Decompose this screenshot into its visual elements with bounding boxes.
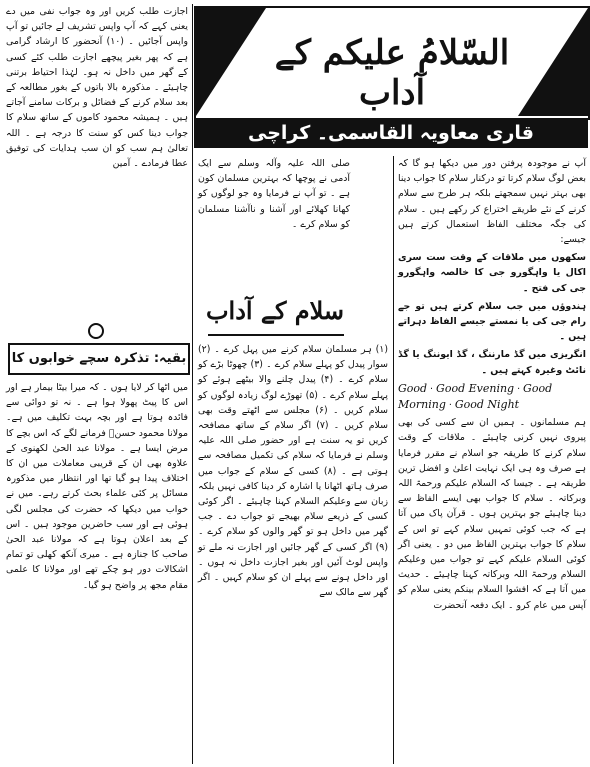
list-item: ہندوؤں میں جب سلام کرتے ہیں تو جے رام جی کی یا نمستے جیسے الفاظ دہراتے ہیں ۔: [398, 300, 586, 343]
middle-column-top-text: صلی اللہ علیہ وآلہ وسلم سے ایک آدمی نے پوچھا کہ بہترین مسلمان کون ہے ۔ تو آپ نے فرمایا وہ جو لوگوں کو کھانا کھلائے اور آشنا و ناآشنا مسلمان کو سلام کرے ۔: [198, 158, 350, 230]
title-banner: [194, 0, 588, 150]
greeting-good: Good: [398, 381, 428, 395]
column-rule-left: [192, 4, 193, 764]
greeting-night: Good Night: [454, 398, 520, 412]
middle-column-bottom-text: (۱) ہر مسلمان سلام کرنے میں پہل کرے ۔ (۲) سوار پیدل کو پہلے سلام کرے ۔ (۳) چھوٹا بڑے کو سلام کرے ۔ (۴) پیدل چلنے والا بیٹھے ہوئے کو پہلے سلام کرے ۔ (۵) تھوڑے لوگ زیادہ لوگوں کو سلام کریں ۔ (۶) مجلس سے اٹھتے وقت بھی سلام کریں ۔ (۷) اگر سلام کے ساتھ مصافحہ کریں تو یہ سنت ہے اور حضور صلی اللہ علیہ وسلم نے فرمایا کہ سلام کی تکمیل مصافحہ سے ہوتی ہے ۔ (۸) کسی کے سلام کے جواب میں صرف ہاتھ اٹھانا یا اشارہ کر دینا کافی نہیں بلکہ زبان سے وعلیکم السلام کہنا چاہیئے ۔ اگر کوئی کسی کے ذریعے سلام بھیجے تو جواب دے ۔ جب گھر میں داخل ہو تو گھر والوں کو سلام کرے ۔ (۹) اگر کسی کے گھر جائیں اور اجازت نہ ملے تو واپس لوٹ آئیں اور بغیر اجازت داخل نہ ہوں ۔ اور داخل ہونے سے پہلے ان کو سلام کہیں ۔ اگر گھر سے مالک سے: [198, 344, 388, 599]
left-column-bottom-text: میں اٹھا کر لایا ہوں ۔ کہ میرا بیٹا بیمار ہے اور اس کا پیٹ پھولا ہوا ہے ۔ نہ تو دوائی سے فائدہ ہوتا ہے اور بچہ بہت تکلیف میں ہے۔ مولانا محمود حسنؒ فرمانے لگے کہ اس بچے کا مرض ایسا ہے ۔ مولانا عبد الحیٰ لکھنوی کے علاوہ بھی ان کے قریبی معاملات میں ان کا اختلاف پیدا ہو گیا تھا اور انتظار میں مذکورہ مسائل پر کئی علماء بحث کرتے رہے۔ میں نے خواب میں دیکھا کہ حضرت کی مجلس لگی ہوئی ہے اور سب حاضرین موجود ہیں ۔ اس کے بعد اعلان ہوتا ہے کہ مولانا عبد الحیٰ صاحب کا جنازہ ہے ۔ میری آنکھ کھلی تو تمام اشکالات دور ہو چکے تھے اور مولانا کا علمی مقام مجھ پر واضح ہو گیا۔: [6, 382, 188, 591]
article-title: السّلامُ علیکم کے آداب: [274, 33, 510, 113]
right-column-bottom-text: ہم مسلمانوں ۔ ہمیں ان سے کسی کی بھی پیروی نہیں کرنی چاہیئے ۔ ملاقات کے وقت سلام کرنے کا طریقہ جو اسلام نے مقرر فرمایا ہے صرف وہ ہی ایک نہایت اعلیٰ و افضل ترین طریقہ ہے ۔ جیسا کہ السلام علیکم ورحمۃ اللہ وبرکاتہ ۔ سلام کا جواب بھی ایسے الفاظ سے دینا چاہیئے جو بہترین ہوں ۔ قرآن پاک میں آتا ہے کہ جب کوئی تمہیں سلام کہے تو اس کے سلام کا جواب بہترین الفاظ میں دو ۔ یعنی اگر کوئی السلام علیکم کہے تو جواب میں وعلیکم السلام ورحمۃ اللہ وبرکاتہ کہنا چاہیئے ۔ حدیث میں آتا ہے کہ افشوا السلام بینکم یعنی سلام کو آپس میں عام کرو ۔ ایک دفعہ آنحضرت: [398, 417, 586, 611]
title-box: [194, 6, 590, 120]
left-column-top-text: اجازت طلب کریں اور وہ جواب نفی میں دے یعنی کہے کہ آپ واپس تشریف لے جائیں تو آپ واپس آجائیں ۔ (۱۰) آنحضور کا ارشاد گرامی ہے کہ پھر بغیر پیچھے اجازت طلب کئے کسی کے گھر میں داخل نہ ہو۔ لہٰذا احتیاط برتنی چاہیئے ۔ مذکورہ بالا باتوں کے بغور مطالعہ کے بعد سلام کرنے کے فضائل و برکات سامنے آجاتے ہیں ۔ ہمیشہ محمود کاموں کے ساتھ سلام کا جواب دینا کس کو سنت کا درجہ ہے ۔ اللہ تعالیٰ ہم سب کو ان سب ہدایات کی توفیق عطا فرمادے ۔ آمین: [6, 6, 188, 170]
section-heading: سلام کے آداب: [205, 296, 345, 325]
middle-column-bottom: [198, 342, 388, 764]
middle-column-top: [198, 156, 350, 291]
greeting-evening: Good Evening: [436, 381, 515, 395]
section-heading-underline: [208, 334, 344, 336]
right-column-top-text: آپ نے موجودہ پرفتن دور میں دیکھا ہو گا کہ بعض لوگ سلام کرتا تو درکنار سلام کا جواب دینا بھی بہتر نہیں سمجھتے بلکہ ہر طرح سے سلام کرنے کے نئے طریقے اختراع کر رکھے ہیں ۔ سلام کی جگہ مختلف الفاظ استعمال کرتے ہیں جیسے:: [398, 158, 586, 246]
column-rule-right: [393, 156, 394, 764]
left-column-top: [6, 4, 188, 316]
greeting-morning: Good Morning: [398, 381, 553, 412]
sidebar-heading: بقیہ: تذکرہ سچے خوابوں کا: [8, 343, 190, 375]
list-item: انگریزی میں گڈ مارننگ ، گڈ ایوننگ یا گڈ نائٹ وغیرہ کہتے ہیں ۔: [398, 349, 586, 376]
list-item: سکھوں میں ملاقات کے وقت ست سری اکال یا واہگورو جی کا خالصہ واہگورو جی کی فتح ۔: [398, 252, 586, 294]
left-column-bottom: [6, 380, 188, 764]
right-column: [398, 156, 586, 764]
english-greetings: Good · Good Evening · Good Morning · Good Night: [398, 381, 553, 412]
author-byline: قاری معاویہ القاسمی۔ کراچی: [194, 118, 588, 148]
separator-circle-icon: [88, 323, 104, 339]
